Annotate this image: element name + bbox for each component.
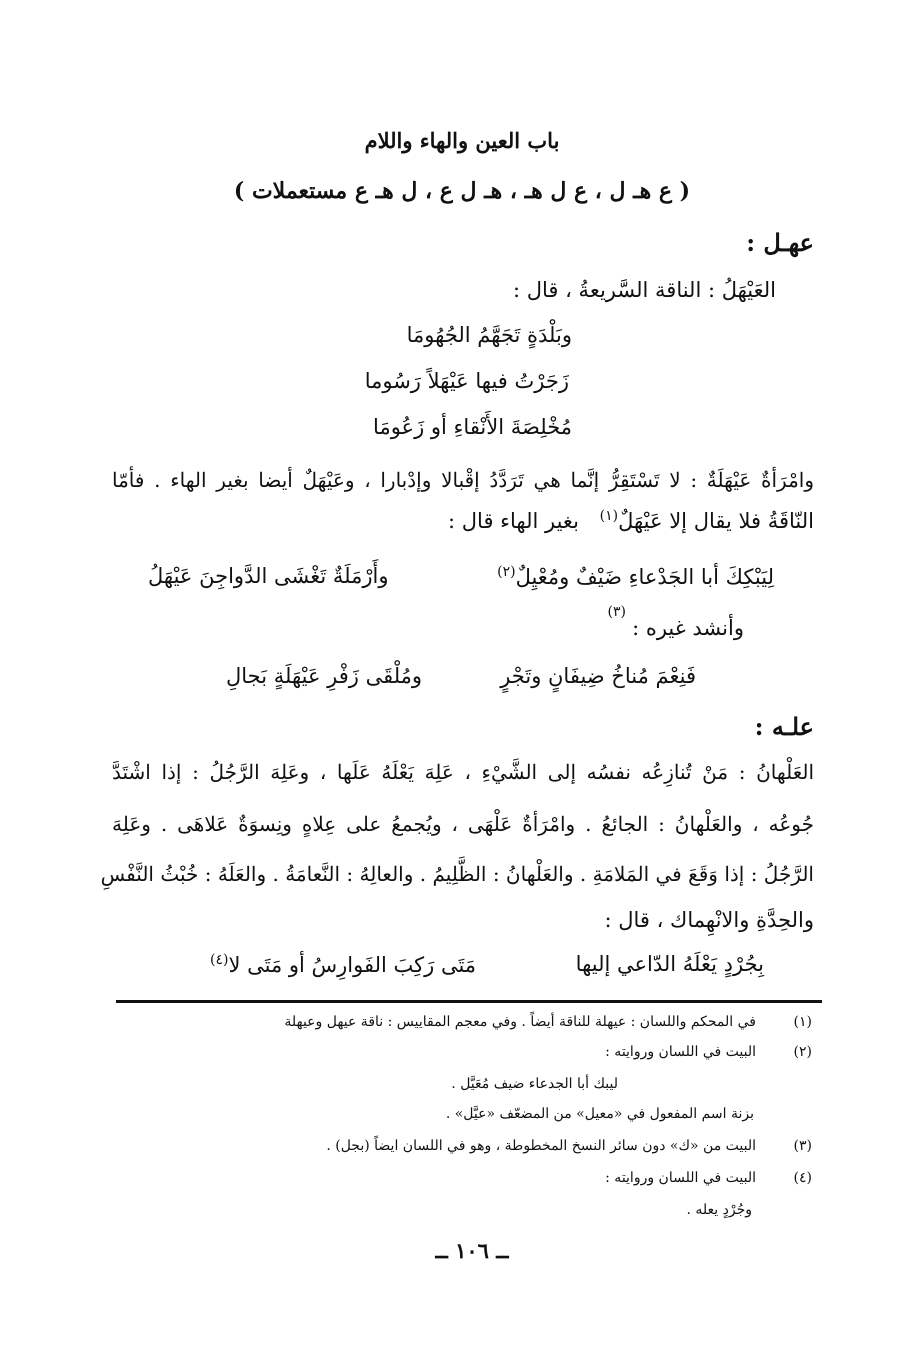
verse-2-second-hemistich: ومُلْقَى زَفْرِ عَيْهَلَةٍ بَجالِ (226, 664, 423, 688)
footnote-text: البيت من «ك» دون سائر النسخ المخطوطة ، وهو في اللسان ايضاً (بجل) . (326, 1138, 756, 1154)
footnote-text: البيت في اللسان وروايته : (605, 1044, 756, 1060)
verse-3-first-hemistich: بِجُرْدٍ يَعْلَهُ الدّاعي إليها (575, 952, 764, 976)
rajaz-line-3: مُخْلِصَةَ الأَنْقاءِ أو زَعُومَا (373, 415, 572, 439)
footnote-2-note: بزنة اسم المفعول في «معيل» من المضعّف «عيَّل» . (445, 1106, 754, 1122)
paragraph-line: والحِدَّةِ والانْهِماك ، قال : (604, 908, 814, 932)
page-number: ــ ١٠٦ ــ (435, 1238, 509, 1263)
rajaz-line-2: زَجَرْتُ فيها عَيْهَلاً رَسُوما (364, 369, 569, 393)
footnote-4-quote: وجُرْدٍ يعله . (686, 1202, 752, 1218)
footnote-number: (٢) (793, 1044, 812, 1060)
verse-3-second-hemistich (210, 952, 476, 977)
footnote-1 (284, 1014, 812, 1030)
footnote-ref-2: (٢) (497, 564, 516, 580)
footnote-text: في المحكم واللسان : عيهلة للناقة أيضاً . وفي معجم المقاييس : ناقة عيهل وعيهلة (284, 1014, 756, 1030)
footnote-number: (٣) (793, 1138, 812, 1154)
footnote-2-quote: ليبك أبا الجدعاء ضيف مُعَيَّل . (451, 1076, 618, 1092)
verse-2-first-hemistich: فَنِعْمَ مُناخُ ضِيفَانٍ وتَجْرٍ (500, 664, 696, 688)
verse-1-second-hemistich: وأَرْمَلَةٌ تَغْشَى الدَّواجِنَ عَيْهَلُ (148, 564, 389, 588)
verse-1-first-hemistich (497, 564, 774, 589)
other-recited (632, 616, 744, 640)
paragraph-line: وامْرَأةٌ عَيْهَلَةٌ : لا تَسْتَقِرُّ إنَّما هي تَرَدَّدُ إقْبالا وإدْبارا ، وعَيْهَلٌ أيضا بغير الهاء . فأمّا (112, 468, 814, 492)
footnote-3 (326, 1138, 812, 1154)
verse-text: لِيَبْكِكَ أبا الجَدْعاءِ ضَيْفٌ ومُعْيِلٌ (515, 565, 774, 589)
footnote-number: (٤) (793, 1170, 812, 1186)
paragraph-text: النّاقَةُ فلا يقال إلا عَيْهَلٌ (618, 509, 814, 533)
entry-ahl-definition: العَيْهَلُ : الناقة السَّريعةُ ، قال : (512, 278, 776, 302)
footnote-ref-4: (٤) (210, 952, 229, 968)
paragraph-line: جُوعُه ، والعَلْهانُ : الجائعُ . وامْرَأةٌ عَلْهَى ، ويُجمعُ على عِلاهٍ ونِسوَةٌ عَلاهَى . وعَلِهَ (112, 812, 814, 836)
other-recited-text: وأنشد غيره : (632, 616, 744, 640)
chapter-subtitle: ( ع هـ ل ، ع ل هـ ، هـ ل ع ، ل هـ ع مستعملات ) (233, 178, 691, 204)
paragraph-line: العَلْهانُ : مَنْ تُنازِعُه نفسُه إلى الشَّيْءِ ، عَلِهَ يَعْلَهُ عَلَها ، وعَلِهَ الرَّجُلُ : إذا اشْتَدَّ (112, 760, 814, 784)
entry-heading-alh: علـه : (754, 712, 814, 741)
footnote-ref-1: (١) (599, 508, 619, 524)
rajaz-line-1: وبَلْدَةٍ تَجَهَّمُ الجُهُومَا (406, 323, 572, 347)
paragraph-text: بغير الهاء قال : (448, 509, 579, 533)
footnote-divider (116, 1000, 822, 1003)
footnote-4 (605, 1170, 812, 1186)
footnote-number: (١) (793, 1014, 812, 1030)
paragraph-line (448, 508, 814, 533)
footnote-ref-3: (٣) (607, 604, 626, 620)
verse-text: مَتَى رَكِبَ الفَوارِسُ أو مَتَى لا (228, 953, 477, 977)
footnote-2 (605, 1044, 812, 1060)
paragraph-line: الرَّجُلُ : إذا وَقَعَ في المَلامَةِ . والعَلْهانُ : الظَّلِيمُ . والعالِهُ : النَّعامَةُ . والعَلَهُ : خُبْثُ النَّفْسِ (100, 862, 814, 886)
entry-heading-ahl: عهـل : (746, 228, 814, 257)
chapter-title: باب العين والهاء واللام (364, 128, 560, 153)
footnote-text: البيت في اللسان وروايته : (605, 1170, 756, 1186)
